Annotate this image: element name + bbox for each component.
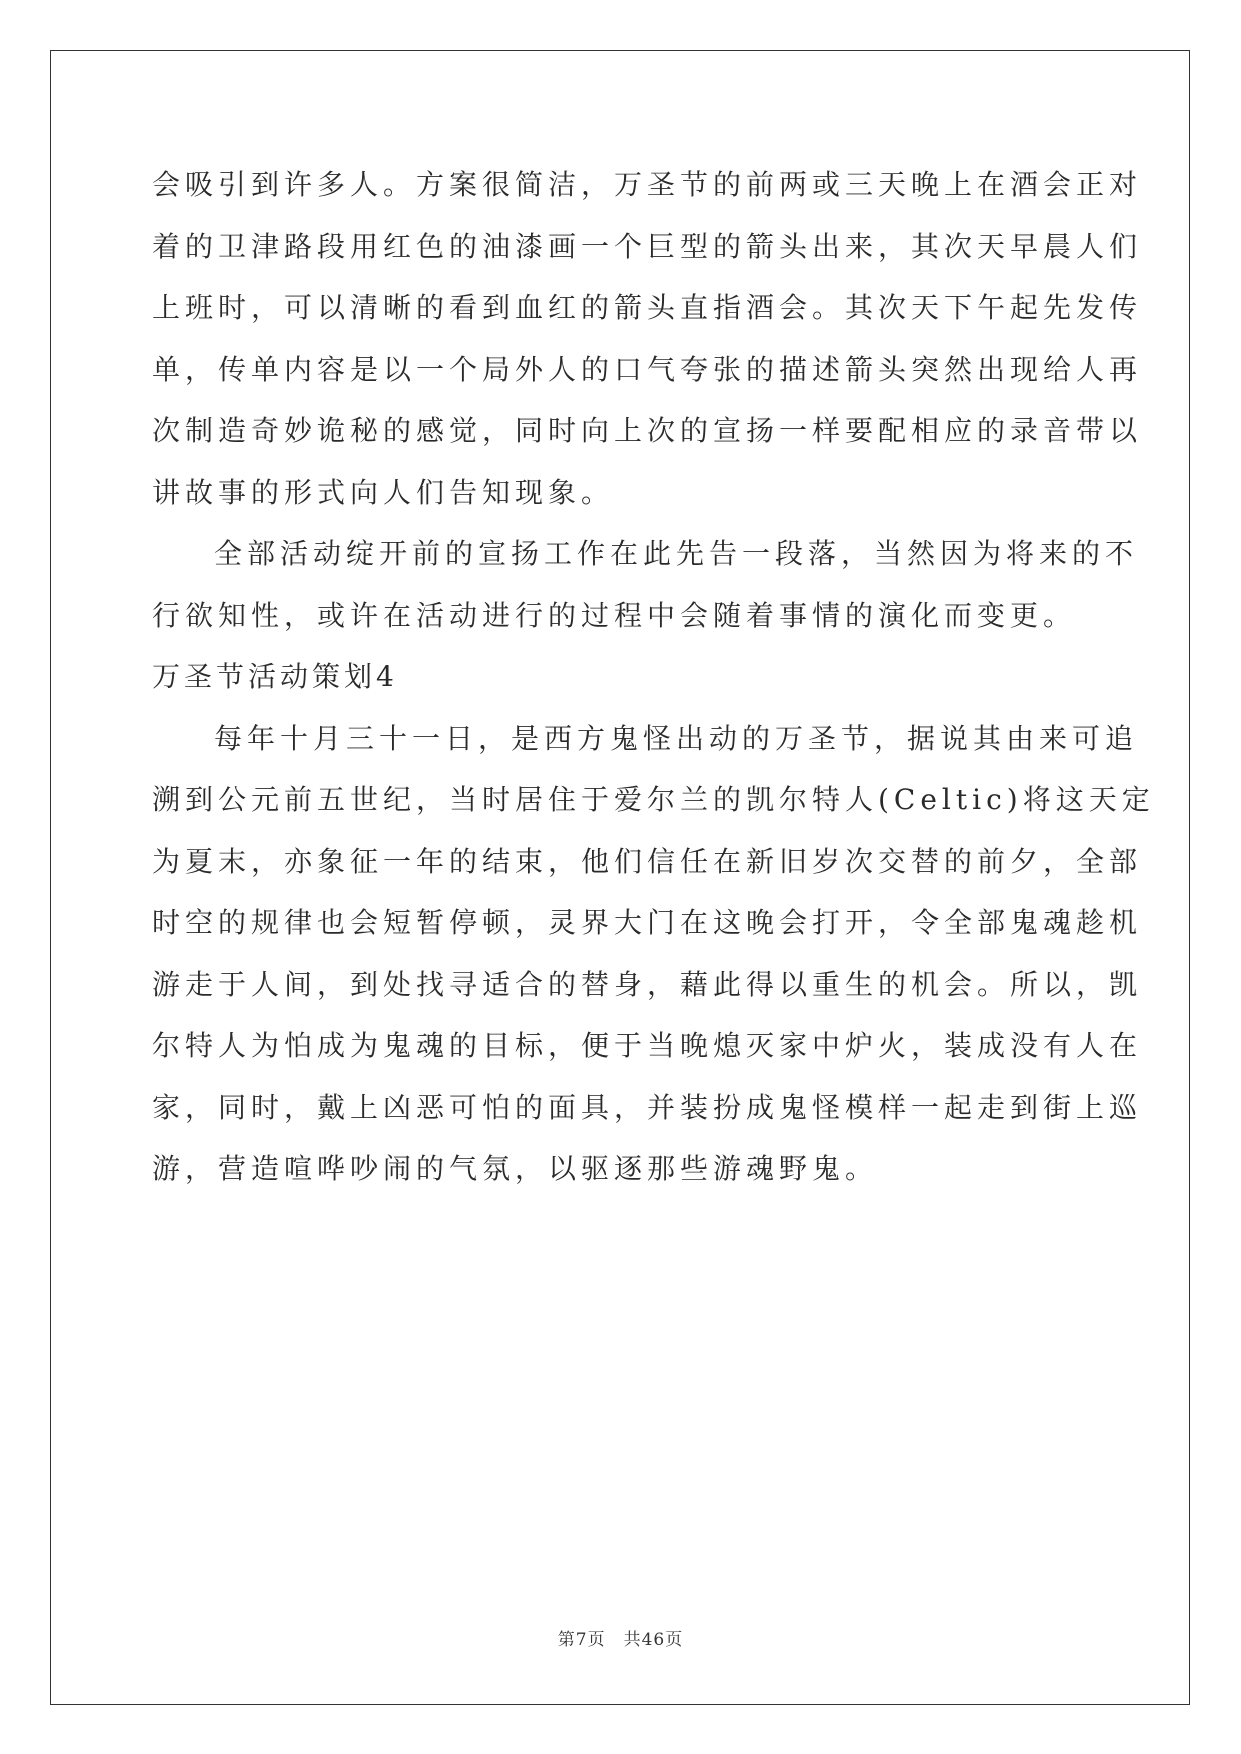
text-line: 着的卫津路段用红色的油漆画一个巨型的箭头出来，其次天早晨人们 (152, 229, 1143, 263)
text-line: 家，同时，戴上凶恶可怕的面具，并装扮成鬼怪模样一起走到街上巡 (152, 1090, 1143, 1124)
document-body (152, 165, 1155, 1211)
text-line: 时空的规律也会短暂停顿，灵界大门在这晚会打开，令全部鬼魂趁机 (152, 906, 1143, 939)
text-line: 尔特人为怕成为鬼魂的目标，便于当晚熄灭家中炉火，装成没有人在 (152, 1029, 1143, 1062)
text-line: 游走于人间，到处找寻适合的替身，藉此得以重生的机会。所以，凯 (152, 967, 1143, 1001)
text-line: 讲故事的形式向人们告知现象。 (152, 475, 615, 509)
paragraph-start-line: 全部活动绽开前的宣扬工作在此先告一段落，当然因为将来的不 (214, 537, 1139, 570)
paragraph-start-line: 每年十月三十一日，是西方鬼怪出动的万圣节，据说其由来可追 (214, 721, 1139, 755)
text-line: 溯到公元前五世纪，当时居住于爱尔兰的凯尔特人(Celtic)将这天定 (152, 783, 1155, 816)
text-line: 单，传单内容是以一个局外人的口气夸张的描述箭头突然出现给人再 (152, 352, 1143, 386)
text-line: 行欲知性，或许在活动进行的过程中会随着事情的演化而变更。 (152, 598, 1077, 632)
text-line: 次制造奇妙诡秘的感觉，同时向上次的宣扬一样要配相应的录音带以 (152, 414, 1143, 447)
section-heading: 万圣节活动策划4 (152, 660, 398, 693)
text-line: 上班时，可以清晰的看到血红的箭头直指酒会。其次天下午起先发传 (152, 291, 1143, 324)
page-number-footer: 第7页 共46页 (557, 1630, 684, 1650)
text-line: 游，营造喧哗吵闹的气氛，以驱逐那些游魂野鬼。 (152, 1152, 879, 1185)
text-line: 会吸引到许多人。方案很简洁，万圣节的前两或三天晚上在酒会正对 (152, 168, 1143, 201)
text-line: 为夏末，亦象征一年的结束，他们信任在新旧岁次交替的前夕，全部 (152, 844, 1143, 878)
